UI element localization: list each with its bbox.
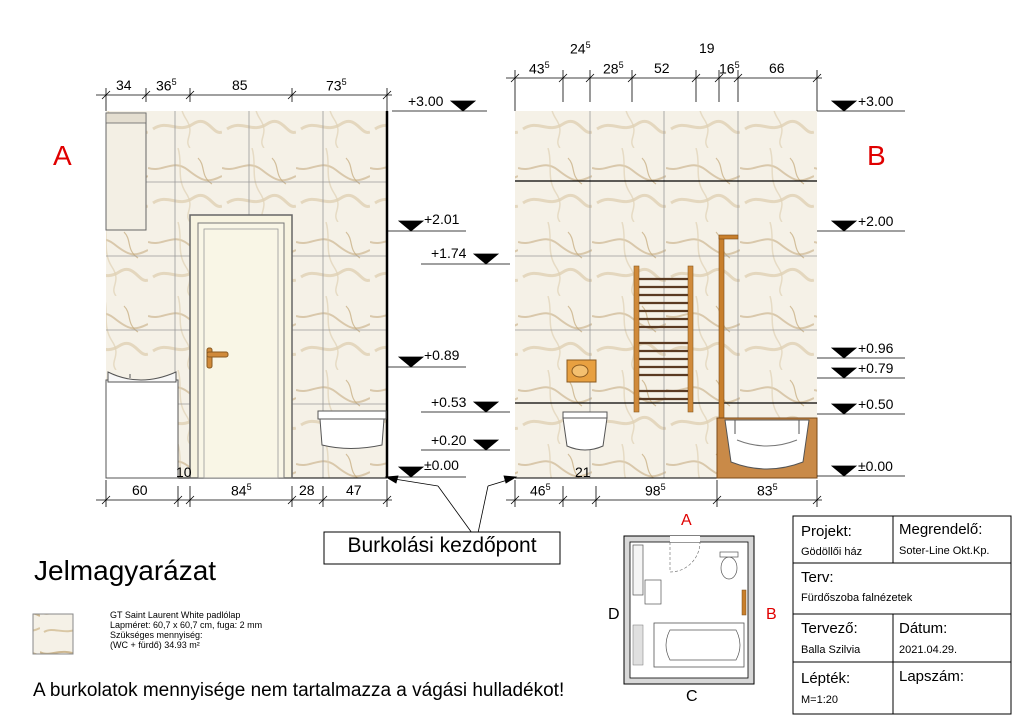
tb-datum-label: Dátum: <box>899 620 948 637</box>
start-point-label: Burkolási kezdőpont <box>347 534 537 557</box>
flush-plate <box>567 360 596 382</box>
plan-label-a: A <box>681 512 692 529</box>
dim-b-top-6: $16^5$ <box>719 60 740 77</box>
legend-line-2: Lapméret: 60,7 x 60,7 cm, fuga: 2 mm <box>110 620 263 630</box>
level-mid-053: +0.53 <box>431 394 467 410</box>
dim-a-bottom-3: $84^5$ <box>231 482 252 499</box>
toilet-b <box>563 412 607 450</box>
dim-a-bottom-5: 47 <box>346 482 362 498</box>
level-b-200: +2.00 <box>858 213 894 229</box>
dim-b-top-5: 19 <box>699 40 715 56</box>
plan-label-d: D <box>608 606 620 623</box>
level-mid-174: +1.74 <box>431 245 467 261</box>
tb-terv-value: Fürdőszoba falnézetek <box>801 592 913 604</box>
dim-b-bottom-3: $98^5$ <box>645 482 666 499</box>
tb-tervezo-value: Balla Szilvia <box>801 644 861 656</box>
tb-projekt-value: Gödöllői ház <box>801 546 863 558</box>
level-a-000: ±0.00 <box>424 457 459 473</box>
tb-leptek-label: Lépték: <box>801 670 851 687</box>
dim-b-bottom-2: 21 <box>575 464 591 480</box>
toilet-a <box>318 411 386 449</box>
dim-a-top-4: $73^5$ <box>326 77 347 94</box>
legend-line-3: Szükséges mennyiség: <box>110 630 203 640</box>
dim-b-top-3: $28^5$ <box>603 60 624 77</box>
dim-b-bottom-4: $83^5$ <box>757 482 778 499</box>
level-b-050: +0.50 <box>858 396 894 412</box>
tb-leptek-value: M=1:20 <box>801 694 838 706</box>
waste-note: A burkolatok mennyisége nem tartalmazza a vágási hulladékot! <box>33 680 565 701</box>
dim-b-top-2: $24^5$ <box>570 40 591 57</box>
door <box>190 215 292 478</box>
dim-b-top-7: 66 <box>769 60 785 76</box>
dim-a-top-1: 34 <box>116 77 132 93</box>
dim-b-top-1: $43^5$ <box>529 60 550 77</box>
elevation-b-levels <box>817 101 905 476</box>
legend-tile-swatch <box>33 614 73 654</box>
dim-b-bottom-1: $46^5$ <box>530 482 551 499</box>
plan-label-b: B <box>766 606 777 623</box>
elevation-b-top-dimensions <box>506 70 822 111</box>
dim-a-bottom-1: 60 <box>132 482 148 498</box>
tb-terv-label: Terv: <box>801 569 834 586</box>
level-b-096: +0.96 <box>858 340 894 356</box>
legend-line-1: GT Saint Laurent White padlólap <box>110 610 241 620</box>
dim-a-top-2: $36^5$ <box>156 77 177 94</box>
level-a-201: +2.01 <box>424 211 460 227</box>
level-a-089: +0.89 <box>424 347 460 363</box>
floor-plan <box>624 536 754 684</box>
dim-a-top-3: 85 <box>232 77 248 93</box>
dim-a-bottom-4: 28 <box>299 482 315 498</box>
wall-cabinet <box>106 113 146 230</box>
tb-megrendelo-label: Megrendelő: <box>899 521 983 538</box>
dim-a-bottom-2: 10 <box>176 464 192 480</box>
tb-projekt-label: Projekt: <box>801 523 852 540</box>
level-b-000: ±0.00 <box>858 458 893 474</box>
washbasin-cabinet <box>106 372 178 478</box>
plan-label-c: C <box>686 688 698 705</box>
elevation-a-letter: A <box>53 140 72 171</box>
level-b-300: +3.00 <box>858 93 894 109</box>
elevation-a-levels <box>387 101 487 477</box>
tb-megrendelo-value: Soter-Line Okt.Kp. <box>899 545 990 557</box>
elevation-b-letter: B <box>867 140 886 171</box>
tb-datum-value: 2021.04.29. <box>899 644 958 656</box>
tb-lapszam-label: Lapszám: <box>899 668 965 685</box>
legend-line-4: (WC + fürdő) 34.93 m² <box>110 640 200 650</box>
bathtub <box>717 418 817 478</box>
start-point-leaders <box>386 476 516 533</box>
level-a-300: +3.00 <box>408 93 444 109</box>
level-mid-020: +0.20 <box>431 432 467 448</box>
level-b-079: +0.79 <box>858 360 894 376</box>
dim-b-top-4: 52 <box>654 60 670 76</box>
legend-title: Jelmagyarázat <box>34 555 217 586</box>
tb-tervezo-label: Tervező: <box>801 620 858 637</box>
